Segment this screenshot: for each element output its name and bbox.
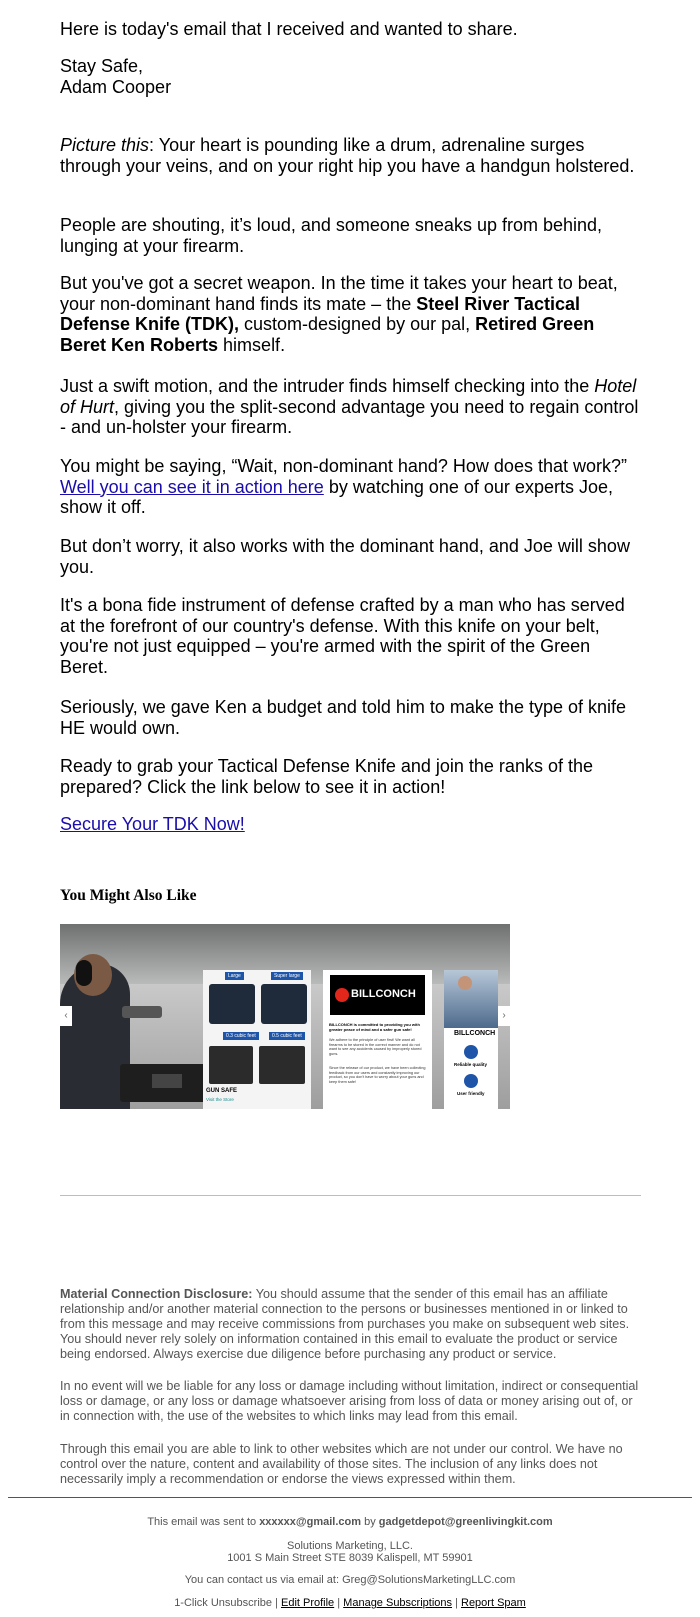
sep-3: |	[452, 1597, 461, 1609]
couple-heads	[458, 976, 472, 990]
sent-to-line	[0, 1516, 700, 1529]
handgun-shape	[122, 1006, 162, 1018]
material-disclosure	[60, 1287, 642, 1362]
sep-2: |	[334, 1597, 344, 1609]
signoff: Stay Safe,	[60, 56, 144, 76]
company-address: 1001 S Main Street STE 8039 Kalispell, MT 59901	[227, 1552, 473, 1564]
manage-subscriptions-link[interactable]: Manage Subscriptions	[343, 1597, 453, 1609]
paragraph-9: Ready to grab your Tactical Defense Knife and join the ranks of the prepared? Click the link below to see it in action!	[60, 756, 593, 797]
paragraph-1	[60, 135, 642, 176]
user-friendly-label: User friendly	[457, 1091, 485, 1096]
brand-para-2: Since the release of our product, we have been collecting feedback from our users and constantly improving our product, so you don't have to worry about your guns and keep them safe!	[329, 1066, 426, 1084]
see-it-in-action-link[interactable]: Well you can see it in action here	[60, 476, 324, 497]
paragraph-3	[60, 273, 642, 355]
brand-statement-card[interactable]	[323, 970, 432, 1109]
visit-store-link[interactable]: Visit the Store	[206, 1097, 234, 1102]
sender-email: gadgetdepot@greenlivingkit.com	[378, 1516, 553, 1528]
quality-card[interactable]	[444, 970, 498, 1109]
gun-safe-label: GUN SAFE	[206, 1088, 238, 1094]
company-name: Solutions Marketing, LLC.	[287, 1540, 413, 1552]
safe-superlarge-thumb	[261, 984, 307, 1024]
paragraph-4-b: , giving you the split-second advantage you need to regain control - and un-holster your firearm.	[60, 396, 639, 437]
brand-logo-icon	[335, 988, 349, 1002]
paragraph-5-a: You might be saying, “Wait, non-dominant hand? How does that work?”	[60, 456, 627, 476]
card3-brand: BILLCONCH	[454, 1030, 496, 1037]
safe-small-thumb	[209, 1046, 253, 1084]
shield-icon	[464, 1045, 478, 1059]
liability-notice: In no event will we be liable for any loss or damage including without limitation, indirect or consequential loss or damage, or any loss or damage whatsoever arising from loss of data or money arising out of, or in connection with, the use of the websites to which links may lead from this email.	[60, 1379, 639, 1423]
size-tag-05: 0.5 cubic feet	[269, 1032, 305, 1040]
paragraph-2: People are shouting, it’s loud, and someone sneaks up from behind, lunging at your firearm.	[60, 215, 603, 256]
paragraph-3-c: himself.	[218, 334, 286, 355]
sent-prefix: This email was sent to	[147, 1516, 260, 1528]
paragraph-6: But don’t worry, it also works with the dominant hand, and Joe will show you.	[60, 536, 630, 577]
hotel-of-hurt-italic: Hotel of Hurt	[60, 376, 637, 417]
contact-line: You can contact us via email at: Greg@SolutionsMarketingLLC.com	[184, 1574, 516, 1586]
footer-links	[0, 1597, 700, 1610]
gun-safe-card[interactable]	[203, 970, 311, 1109]
paragraph-4	[60, 376, 642, 438]
intro-line: Here is today's email that I received and wanted to share.	[60, 19, 518, 39]
size-tag-large: Large	[225, 972, 244, 980]
size-tag-03: 0.3 cubic feet	[223, 1032, 259, 1040]
paragraph-5-b: by watching one of our experts Joe, show it off.	[60, 476, 613, 517]
product-carousel[interactable]	[60, 924, 510, 1109]
size-tag-superlarge: Super large	[271, 972, 303, 980]
paragraph-4-a: Just a swift motion, and the intruder finds himself checking into the	[60, 376, 595, 396]
disclosure-label: Material Connection Disclosure:	[60, 1287, 253, 1301]
carousel-prev-button[interactable]: ‹	[60, 1006, 72, 1026]
designer-name-bold: Retired Green Beret Ken Roberts	[60, 314, 595, 355]
paragraph-5	[60, 456, 642, 518]
unsubscribe-link[interactable]: 1-Click Unsubscribe	[174, 1597, 272, 1609]
paragraph-3-b: custom-designed by our pal,	[239, 314, 476, 334]
paragraph-8: Seriously, we gave Ken a budget and told him to make the type of knife HE would own.	[60, 697, 627, 738]
disclosure-text: You should assume that the sender of this email has an affiliate relationship and/or another material connection to the persons or businesses mentioned in or linked to from this message and may receive commissions from purchases you make on subsequent web sites. You should never rely solely on information contained in this email to evaluate the product or service being endorsed. Always exercise due diligence before purchasing any product or service.	[60, 1287, 630, 1361]
carousel-next-button[interactable]: ›	[498, 1006, 510, 1026]
picture-this-italic: Picture this	[60, 135, 150, 155]
cta-paragraph	[60, 814, 245, 835]
section-divider	[60, 1195, 641, 1196]
paragraph-3-a: But you've got a secret weapon. In the time it takes your heart to beat, your non-dominant hand finds its mate – the	[60, 273, 618, 314]
paragraph-7: It's a bona fide instrument of defense crafted by a man who has served at the forefront of our country's defense. With this knife on your belt, you're not just equipped – you're armed with the spirit of the Green Beret.	[60, 595, 625, 677]
recipient-email: xxxxxx@gmail.com	[259, 1516, 362, 1528]
paragraph-1-text: : Your heart is pounding like a drum, adrenaline surges through your veins, and on your right hip you have a handgun holstered.	[60, 135, 635, 176]
safe-medium-thumb	[259, 1046, 305, 1084]
hand-icon	[464, 1074, 478, 1088]
brand-headline: BILLCONCH is committed to providing you with greater peace of mind and a safer gun safe!	[329, 1022, 420, 1032]
safe-keypad	[152, 1074, 182, 1088]
you-might-also-like-title: You Might Also Like	[60, 887, 197, 904]
safe-large-thumb	[209, 984, 255, 1024]
footer-divider	[8, 1497, 692, 1498]
report-spam-link[interactable]: Report Spam	[461, 1597, 526, 1609]
by-word: by	[361, 1516, 379, 1528]
product-name-bold: Steel River Tactical Defense Knife (TDK),	[60, 293, 580, 334]
sep-1: |	[272, 1597, 281, 1609]
external-links-notice: Through this email you are able to link to other websites which are not under our control. We have no control over the nature, content and availability of those sites. The inclusion of any links does not necessarily imply a recommendation or endorse the views expressed within them.	[60, 1442, 623, 1486]
reliable-quality-label: Reliable quality	[454, 1062, 488, 1067]
brand-para-1: We adhere to the principle of user first! We want all firearms to be stored in the correct manner and do not want to see any accidents caused by improperly stored guns.	[329, 1038, 422, 1056]
headphones-icon	[76, 960, 92, 986]
brand-logo-text: BILLCONCH	[351, 988, 416, 1000]
edit-profile-link[interactable]: Edit Profile	[280, 1597, 335, 1609]
secure-tdk-link[interactable]: Secure Your TDK Now!	[60, 814, 245, 834]
sender-name: Adam Cooper	[60, 77, 172, 97]
